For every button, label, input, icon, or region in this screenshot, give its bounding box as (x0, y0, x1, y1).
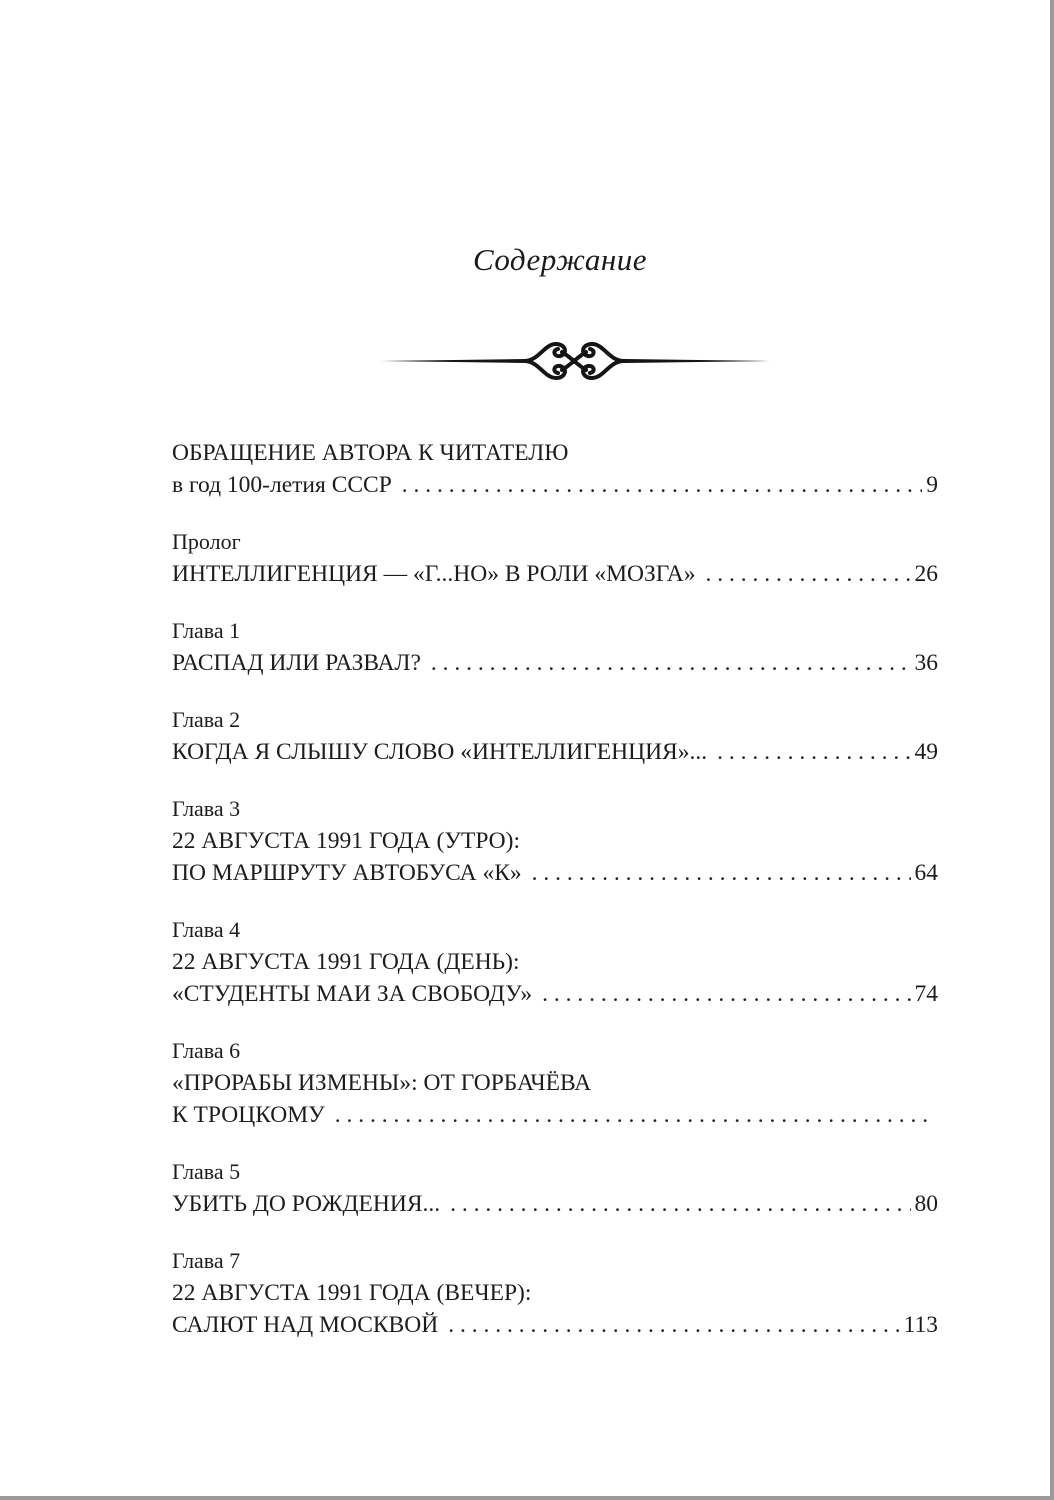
dot-leader (448, 1309, 899, 1341)
chapter-label-text: Глава 2 (172, 707, 241, 732)
chapter-title-text: «СТУДЕНТЫ МАИ ЗА СВОБОДУ» (172, 981, 533, 1007)
dot-leader (532, 857, 911, 889)
page-number: 9 (926, 472, 938, 498)
entry-gap (172, 1010, 938, 1035)
page-number: 49 (914, 739, 938, 765)
dot-leader (402, 469, 922, 501)
dot-leader (717, 736, 910, 768)
dot-leader (542, 978, 910, 1010)
chapter-label-text: Глава 3 (172, 796, 241, 821)
chapter-label-text: Пролог (172, 529, 241, 554)
chapter-title-line-with-page (172, 978, 938, 1010)
chapter-title-text: ИНТЕЛЛИГЕНЦИЯ — «Г...НО» В РОЛИ «МОЗГА» (172, 561, 696, 587)
toc-entry[interactable] (172, 914, 938, 1010)
chapter-label (172, 526, 938, 558)
entry-gap (172, 889, 938, 914)
dot-leader (450, 1188, 910, 1220)
chapter-title-text: ПО МАРШРУТУ АВТОБУСА «К» (172, 860, 522, 886)
chapter-title-line-with-page (172, 736, 938, 768)
chapter-label (172, 704, 938, 736)
toc-entry[interactable] (172, 615, 938, 679)
entry-gap (172, 1131, 938, 1156)
entry-gap (172, 679, 938, 704)
toc-entry[interactable] (172, 1245, 938, 1341)
chapter-label-text: Глава 5 (172, 1159, 241, 1184)
chapter-label (172, 1035, 938, 1067)
chapter-title-line (172, 1277, 938, 1309)
toc-entry[interactable] (172, 1156, 938, 1220)
chapter-title-text: 22 АВГУСТА 1991 ГОДА (УТРО): (172, 828, 521, 854)
toc-entry[interactable] (172, 793, 938, 889)
chapter-title-line-with-page (172, 1309, 938, 1341)
chapter-title-line (172, 1067, 938, 1099)
chapter-title-line-with-page (172, 1188, 938, 1220)
chapter-title-text: ОБРАЩЕНИЕ АВТОРА К ЧИТАТЕЛЮ (172, 440, 569, 466)
chapter-label (172, 793, 938, 825)
chapter-title-line (172, 437, 938, 469)
page-number: 26 (914, 561, 938, 587)
chapter-title-line (172, 825, 938, 857)
chapter-title-text: КОГДА Я СЛЫШУ СЛОВО «ИНТЕЛЛИГЕНЦИЯ»... (172, 739, 708, 765)
chapter-label (172, 1245, 938, 1277)
toc-entry[interactable] (172, 526, 938, 590)
chapter-title-text: РАСПАД ИЛИ РАЗВАЛ? (172, 650, 421, 676)
dot-leader (705, 558, 910, 590)
dot-leader (431, 647, 911, 679)
chapter-title-text: К ТРОЦКОМУ (172, 1102, 325, 1128)
chapter-title-text: 22 АВГУСТА 1991 ГОДА (ВЕЧЕР): (172, 1280, 532, 1306)
toc-entry[interactable] (172, 437, 938, 501)
chapter-title-line (172, 946, 938, 978)
page-number: 74 (914, 981, 938, 1007)
chapter-title-line-with-page (172, 647, 938, 679)
page-title: Содержание (472, 242, 648, 277)
chapter-title-line-with-page (172, 857, 938, 889)
page-number: 113 (903, 1312, 938, 1338)
entry-gap (172, 501, 938, 526)
entry-gap (172, 590, 938, 615)
chapter-label-text: Глава 7 (172, 1248, 241, 1273)
table-of-contents (172, 437, 938, 1341)
chapter-title-text: в год 100-летия СССР (172, 472, 392, 498)
chapter-title-line-with-page (172, 1099, 938, 1131)
chapter-label (172, 914, 938, 946)
dot-leader (335, 1099, 934, 1131)
flourish-divider-icon (374, 330, 774, 390)
chapter-title-line-with-page (172, 469, 938, 501)
chapter-title-text: УБИТЬ ДО РОЖДЕНИЯ... (172, 1191, 441, 1217)
entry-gap (172, 1220, 938, 1245)
chapter-title-text: 22 АВГУСТА 1991 ГОДА (ДЕНЬ): (172, 949, 520, 975)
chapter-title-line-with-page (172, 558, 938, 590)
page-number: 80 (914, 1191, 938, 1217)
chapter-label-text: Глава 4 (172, 917, 241, 942)
chapter-label-text: Глава 1 (172, 618, 241, 643)
chapter-label (172, 1156, 938, 1188)
chapter-title-text: САЛЮТ НАД МОСКВОЙ (172, 1312, 439, 1338)
chapter-label (172, 615, 938, 647)
chapter-label-text: Глава 6 (172, 1038, 241, 1063)
toc-entry[interactable] (172, 1035, 938, 1131)
entry-gap (172, 768, 938, 793)
toc-entry[interactable] (172, 704, 938, 768)
page-number: 64 (914, 860, 938, 886)
page-number: 36 (914, 650, 938, 676)
chapter-title-text: «ПРОРАБЫ ИЗМЕНЫ»: ОТ ГОРБАЧЁВА (172, 1070, 592, 1096)
